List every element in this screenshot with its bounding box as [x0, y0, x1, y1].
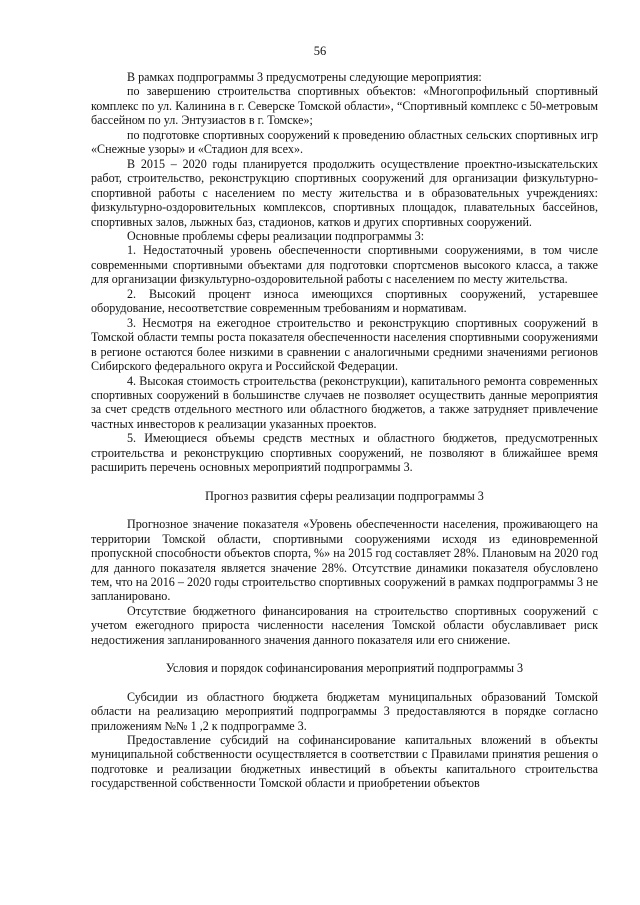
page-number: 56	[313, 44, 327, 58]
paragraph: В рамках подпрограммы 3 предусмотрены следующие мероприятия:	[127, 70, 482, 84]
document-body	[91, 70, 598, 791]
paragraph: Отсутствие бюджетного финансирования на строительство спортивных сооружений с учетом ежегодного прироста численности населения Томской области обуславливает риск недостижения запланированного значения данного показателя или его снижение.	[91, 603, 598, 647]
paragraph: 5. Имеющиеся объемы средств местных и областного бюджетов, предусмотренных строительства и реконструкцию спортивных сооружений, не позволяют в ближайшее время расширить перечень основных мероприятий подпрограммы 3.	[91, 431, 598, 475]
paragraph: Предоставление субсидий на софинансирование капитальных вложений в объекты муниципальной собственности осуществляется в соответствии с Правилами принятия решения о подготовке и реализации бюджетных инвестиций в объекты капитального строительства государственной собственности Томской области и приобретении объектов	[91, 733, 598, 791]
paragraph: Субсидии из областного бюджета бюджетам муниципальных образований Томской области на реализацию мероприятий подпрограммы 3 предоставляются в порядке согласно приложениям №№ 1 ,2 к подпрограмме 3.	[91, 689, 598, 733]
paragraph: 4. Высокая стоимость строительства (реконструкции), капитального ремонта современных спортивных сооружений в большинстве случаев не позволяет осуществить данные мероприятия за счет средств отдельного местного или областного бюджетов, а также затрудняет привлечение частных инвесторов к реализации указанных проектов.	[91, 373, 598, 431]
paragraph: В 2015 – 2020 годы планируется продолжить осуществление проектно-изыскательских работ, строительство, реконструкцию спортивных сооружений для организации физкультурно-спортивной работы с населением по месту жительства и в образовательных учреждениях: физкультурно-оздоровительных комплексов, спортивных площадок, плавательных бассейнов, спортивных залов, лыжных баз, стадионов, катков и других спортивных сооружений.	[91, 156, 598, 229]
section-heading-forecast: Прогноз развития сферы реализации подпрограммы 3	[205, 488, 484, 503]
paragraph: 3. Несмотря на ежегодное строительство и реконструкцию спортивных сооружений в Томской области темпы роста показателя обеспеченности населения спортивными сооружениями в регионе остаются более низкими в сравнении с аналогичными средними значениями регионов Сибирского федерального округа и Российской Федерации.	[91, 315, 598, 374]
paragraph: по завершению строительства спортивных объектов: «Многопрофильный спортивный комплекс по ул. Калинина в г. Северске Томской области», “Спортивный комплекс с 50-метровым бассейном по ул. Энтузиастов в г. Томске»;	[91, 84, 598, 128]
paragraph: 1. Недостаточный уровень обеспеченности спортивными сооружениями, в том числе современными спортивными объектами для подготовки спортсменов высокого класса, а также для организации физкультурно-оздоровительной работы с населением по месту жительства.	[91, 243, 598, 287]
paragraph: Основные проблемы сферы реализации подпрограммы 3:	[127, 228, 425, 243]
paragraph: Прогнозное значение показателя «Уровень обеспеченности населения, проживающего на территории Томской области, спортивными сооружениями исходя из единовременной пропускной способности объектов спорта, %» на 2015 год составляет 28%. Плановым на 2020 год для данного показателя является значение 28%. Отсутствие динамики показателя обусловлено тем, что на 2016 – 2020 годы строительство спортивных сооружений в рамках подпрограммы 3 не запланировано.	[91, 517, 598, 604]
paragraph: по подготовке спортивных сооружений к проведению областных сельских спортивных игр «Снежные узоры» и «Стадион для всех».	[91, 127, 598, 157]
paragraph: 2. Высокий процент износа имеющихся спортивных сооружений, устаревшее оборудование, несоответствие современным требованиям и нормативам.	[91, 286, 598, 316]
section-heading-cofinancing: Условия и порядок софинансирования мероприятий подпрограммы 3	[165, 661, 524, 676]
